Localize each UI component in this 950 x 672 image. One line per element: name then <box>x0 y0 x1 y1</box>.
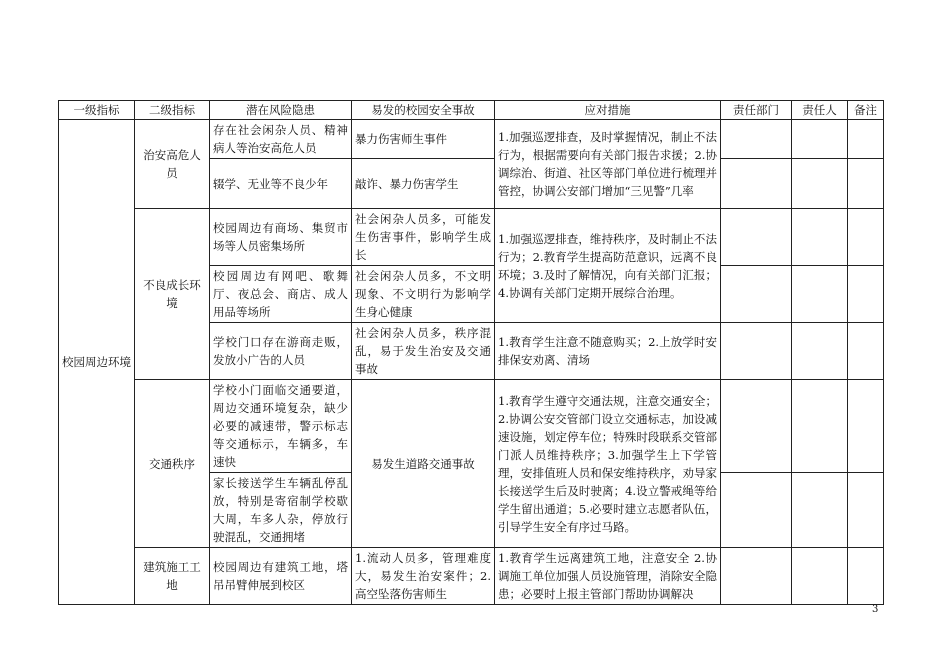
remarks-cell <box>848 473 884 548</box>
table-row <box>59 209 884 266</box>
remarks-cell <box>848 548 884 605</box>
remarks-cell <box>848 323 884 380</box>
department-cell <box>721 380 792 473</box>
department-cell <box>721 159 792 209</box>
page-number: 3 <box>872 604 879 615</box>
accident-cell: 暴力伤害师生事件 <box>352 120 495 159</box>
level2-cell: 建筑施工工地 <box>135 548 210 605</box>
risk-cell: 校园周边有建筑工地，塔吊吊臂伸展到校区 <box>210 548 352 605</box>
accident-cell: 社会闲杂人员多，可能发生伤害事件，影响学生成长 <box>352 209 495 266</box>
level2-cell: 不良成长环境 <box>135 209 210 380</box>
measures-cell: 1.教育学生注意不随意购买；2.上放学时安排保安劝离、清场 <box>495 323 721 380</box>
department-cell <box>721 266 792 323</box>
table-row <box>59 548 884 605</box>
department-cell <box>721 548 792 605</box>
person-cell <box>792 120 848 159</box>
level1-cell: 校园周边环境 <box>59 120 135 605</box>
risk-cell: 学校门口存在游商走贩，发放小广告的人员 <box>210 323 352 380</box>
department-cell <box>721 323 792 380</box>
header-accident: 易发的校园安全事故 <box>352 101 495 120</box>
department-cell <box>721 473 792 548</box>
header-department: 责任部门 <box>721 101 792 120</box>
measures-cell: 1.教育学生遵守交通法规，注意交通安全；2.协调公安交管部门设立交通标志，加设减速设施，划定停车位；特殊时段联系交管部门派人员维持秩序；3.加强学生上下学管理，安排值班人员和保安维持秩序，劝导家长接送学生后及时驶离；4.设立警戒绳等给学生留出通道；5.必要时建立志愿者队伍，引导学生安全有序过马路。 <box>495 380 721 548</box>
header-measures: 应对措施 <box>495 101 721 120</box>
table-row <box>59 120 884 159</box>
accident-cell: 敲诈、暴力伤害学生 <box>352 159 495 209</box>
risk-cell: 辍学、无业等不良少年 <box>210 159 352 209</box>
risk-cell: 存在社会闲杂人员、精神病人等治安高危人员 <box>210 120 352 159</box>
risk-cell: 校园周边有网吧、歌舞厅、夜总会、商店、成人用品等场所 <box>210 266 352 323</box>
table-row <box>59 380 884 473</box>
risk-cell: 学校小门面临交通要道，周边交通环境复杂，缺少必要的减速带，警示标志等交通标示，车辆多，车速快 <box>210 380 352 473</box>
risk-cell: 家长接送学生车辆乱停乱放，特别是寄宿制学校歇大周，车多人杂，停放行驶混乱，交通拥堵 <box>210 473 352 548</box>
level2-cell: 交通秩序 <box>135 380 210 548</box>
accident-cell: 社会闲杂人员多，不文明现象、不文明行为影响学生身心健康 <box>352 266 495 323</box>
measures-cell: 1.加强巡逻排查，维持秩序，及时制止不法行为；2.教育学生提高防范意识，远离不良环境；3.及时了解情况，向有关部门汇报；4.协调有关部门定期开展综合治理。 <box>495 209 721 323</box>
risk-table <box>58 100 884 605</box>
accident-cell: 1.流动人员多，管理难度大，易发生治安案件；2.高空坠落伤害师生 <box>352 548 495 605</box>
remarks-cell <box>848 159 884 209</box>
accident-cell: 社会闲杂人员多，秩序混乱，易于发生治安及交通事故 <box>352 323 495 380</box>
person-cell <box>792 159 848 209</box>
remarks-cell <box>848 209 884 266</box>
person-cell <box>792 323 848 380</box>
header-level1: 一级指标 <box>59 101 135 120</box>
header-row <box>59 101 884 120</box>
person-cell <box>792 380 848 473</box>
person-cell <box>792 209 848 266</box>
department-cell <box>721 120 792 159</box>
header-person: 责任人 <box>792 101 848 120</box>
header-remarks: 备注 <box>848 101 884 120</box>
header-level2: 二级指标 <box>135 101 210 120</box>
measures-cell: 1.加强巡逻排查，及时掌握情况，制止不法行为，根据需要向有关部门报告求援；2.协调综治、街道、社区等部门单位进行梳理并管控，协调公安部门增加“三见警”几率 <box>495 120 721 209</box>
risk-cell: 校园周边有商场、集贸市场等人员密集场所 <box>210 209 352 266</box>
person-cell <box>792 473 848 548</box>
remarks-cell <box>848 266 884 323</box>
remarks-cell <box>848 380 884 473</box>
department-cell <box>721 209 792 266</box>
accident-cell: 易发生道路交通事故 <box>352 380 495 548</box>
person-cell <box>792 266 848 323</box>
remarks-cell <box>848 120 884 159</box>
header-risk: 潜在风险隐患 <box>210 101 352 120</box>
person-cell <box>792 548 848 605</box>
level2-cell: 治安高危人员 <box>135 120 210 209</box>
measures-cell: 1.教育学生远离建筑工地，注意安全 2.协调施工单位加强人员设施管理，消除安全隐患；必要时上报主管部门帮助协调解决 <box>495 548 721 605</box>
